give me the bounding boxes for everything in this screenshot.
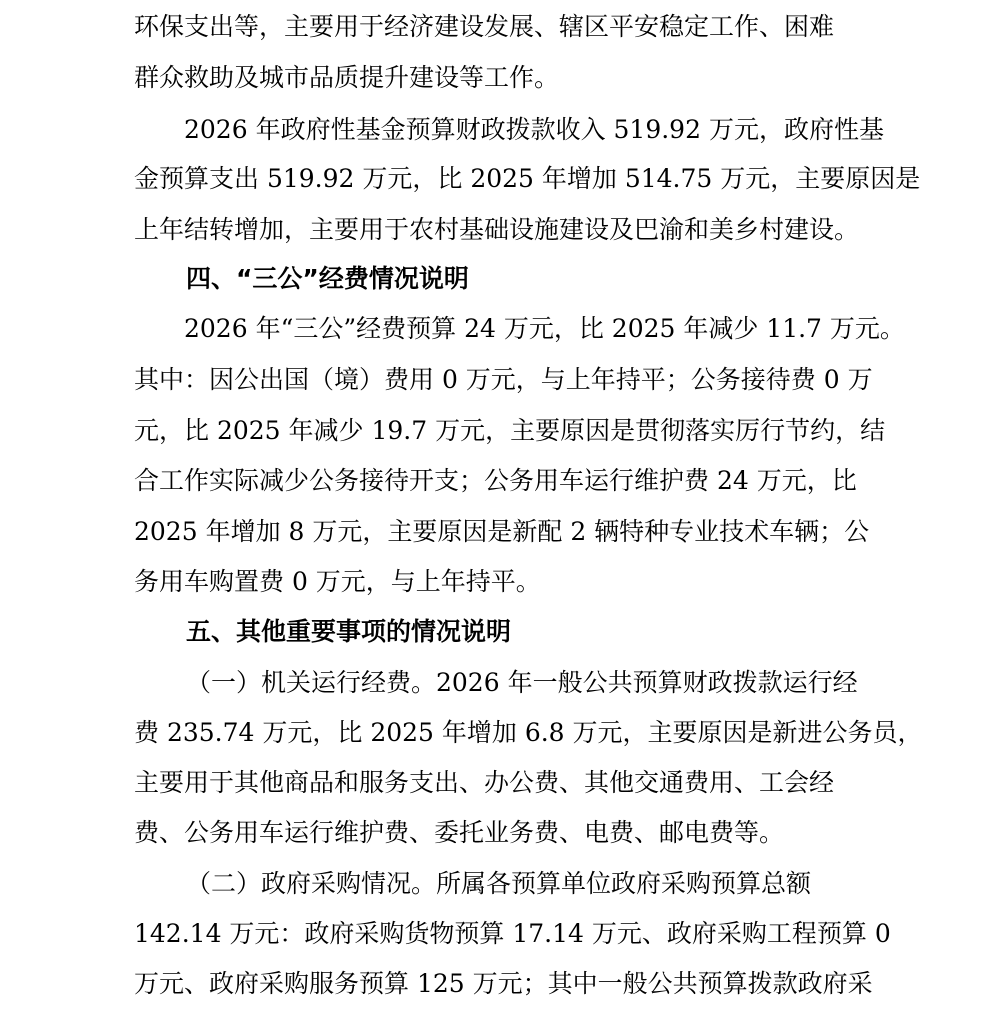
paragraph-line: 2025 年增加 8 万元，主要原因是新配 2 辆特种专业技术车辆；公 xyxy=(134,517,870,546)
paragraph-line: 其中：因公出国（境）费用 0 万元，与上年持平；公务接待费 0 万 xyxy=(134,365,873,394)
paragraph-line: 主要用于其他商品和服务支出、办公费、其他交通费用、工会经 xyxy=(134,768,835,797)
paragraph-line: 元，比 2025 年减少 19.7 万元，主要原因是贯彻落实厉行节约，结 xyxy=(134,416,886,445)
section-heading: 四、“三公”经费情况说明 xyxy=(186,264,469,293)
paragraph-line: 合工作实际减少公务接待开支；公务用车运行维护费 24 万元，比 xyxy=(134,466,857,495)
paragraph-line: 环保支出等，主要用于经济建设发展、辖区平安稳定工作、困难 xyxy=(134,12,835,41)
paragraph-line: 142.14 万元：政府采购货物预算 17.14 万元、政府采购工程预算 0 xyxy=(134,919,891,948)
paragraph-line: （一）机关运行经费。2026 年一般公共预算财政拨款运行经 xyxy=(186,668,858,697)
paragraph-line: 群众救助及城市品质提升建设等工作。 xyxy=(134,63,560,92)
paragraph-line: 费、公务用车运行维护费、委托业务费、电费、邮电费等。 xyxy=(134,818,785,847)
paragraph-line: 2026 年“三公”经费预算 24 万元，比 2025 年减少 11.7 万元。 xyxy=(184,314,905,343)
paragraph-line: 上年结转增加，主要用于农村基础设施建设及巴渝和美乡村建设。 xyxy=(134,215,860,244)
paragraph-line: 2026 年政府性基金预算财政拨款收入 519.92 万元，政府性基 xyxy=(184,115,884,144)
paragraph-line: 费 235.74 万元，比 2025 年增加 6.8 万元，主要原因是新进公务员， xyxy=(134,718,923,747)
paragraph-line: 金预算支出 519.92 万元，比 2025 年增加 514.75 万元，主要原因是 xyxy=(134,164,921,193)
paragraph-line: 务用车购置费 0 万元，与上年持平。 xyxy=(134,567,541,596)
section-heading: 五、其他重要事项的情况说明 xyxy=(186,617,512,646)
paragraph-line: 万元、政府采购服务预算 125 万元；其中一般公共预算拨款政府采 xyxy=(134,969,873,998)
paragraph-line: （二）政府采购情况。所属各预算单位政府采购预算总额 xyxy=(186,869,812,898)
